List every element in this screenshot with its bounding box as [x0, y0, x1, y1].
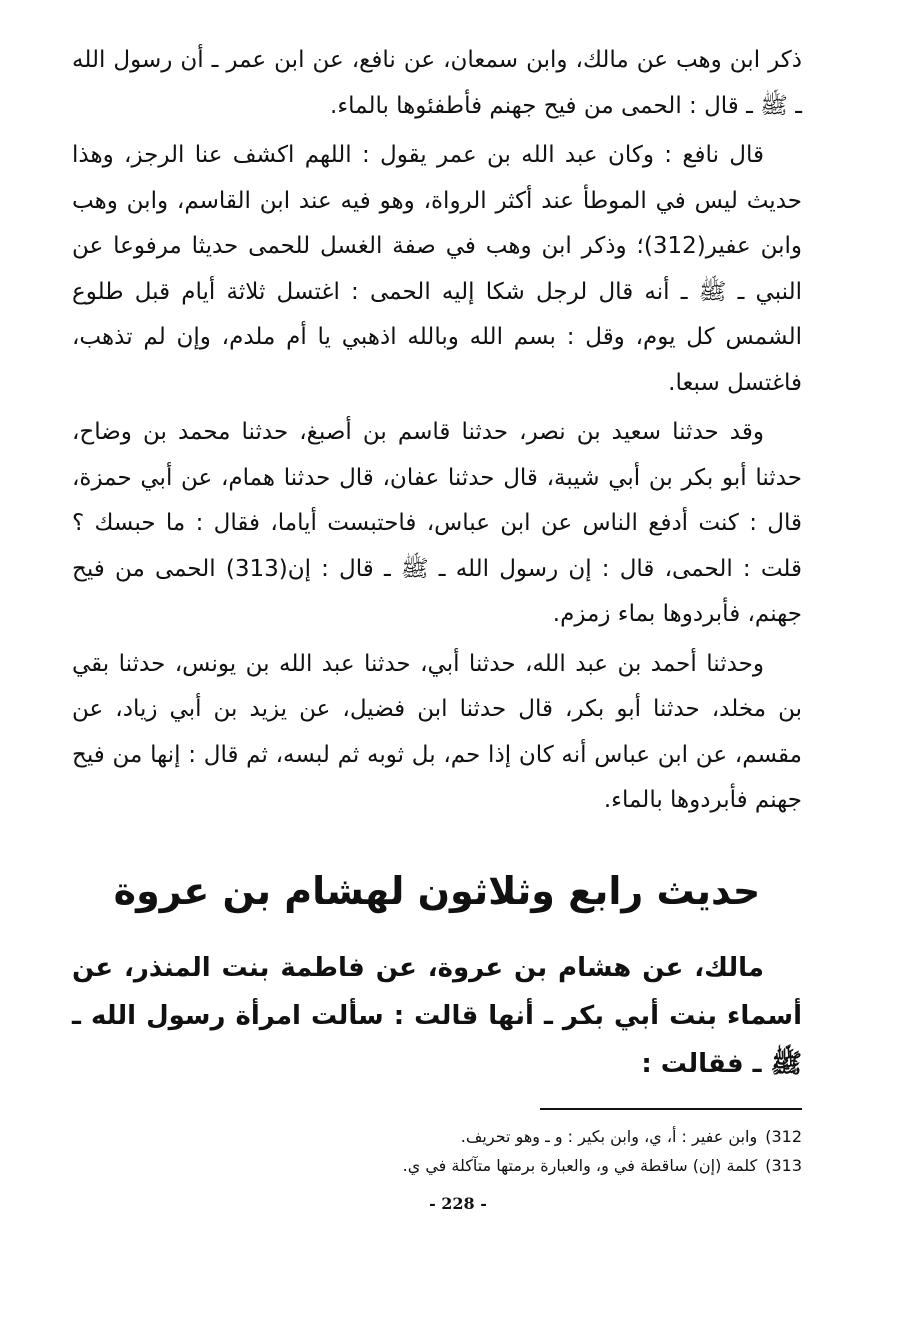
paragraph: ذكر ابن وهب عن مالك، وابن سمعان، عن نافع، عن ابن عمر ـ أن رسول الله ـ ﷺ ـ قال : الحمى من فيح جهنم فأطفئوها بالماء. [72, 47, 802, 119]
footnote [72, 1122, 802, 1151]
section-heading: حديث رابع وثلاثون لهشام بن عروة [113, 868, 761, 913]
page-number: - 228 - [429, 1194, 487, 1213]
footnote-divider [540, 1108, 802, 1110]
paragraph: وحدثنا أحمد بن عبد الله، حدثنا أبي، حدثنا عبد الله بن يونس، حدثنا بقي بن مخلد، حدثنا أبو بكر، قال حدثنا ابن فضيل، عن يزيد بن أبي زياد، عن مقسم، عن ابن عباس أنه كان إذا حم، بل ثوبه ثم لبسه، ثم قال : إنها من فيح جهنم فأبردوها بالماء. [72, 650, 802, 813]
footnote-number: 312) [765, 1126, 802, 1146]
page-body [72, 38, 802, 1180]
footnote-number: 313) [765, 1155, 802, 1175]
paragraph: قال نافع : وكان عبد الله بن عمر يقول : اللهم اكشف عنا الرجز، وهذا حديث ليس في الموطأ عند أكثر الرواة، وهو فيه عند ابن القاسم، وابن وهب وابن عفير(312)؛ وذكر ابن وهب في صفة الغسل للحمى حديثا مرفوعا عن النبي ـ ﷺ ـ أنه قال لرجل شكا إليه الحمى : اغتسل ثلاثة أيام قبل طلوع الشمس كل يوم، وقل : بسم الله وبالله اذهبي يا أم ملدم، وإن لم تذهب، فاغتسل سبعا. [72, 142, 802, 396]
footnote-text: كلمة (إن) ساقطة في و، والعبارة برمتها متآكلة في ي. [402, 1155, 758, 1175]
footnotes [72, 1122, 802, 1180]
paragraph: وقد حدثنا سعيد بن نصر، حدثنا قاسم بن أصبغ، حدثنا محمد بن وضاح، حدثنا أبو بكر بن أبي شيبة، قال حدثنا عفان، قال حدثنا همام، عن أبي حمزة، قال : كنت أدفع الناس عن ابن عباس، فاحتبست أياما، فقال : ما حبسك ؟ قلت : الحمى، قال : إن رسول الله ـ ﷺ ـ قال : إن(313) الحمى من فيح جهنم، فأبردوها بماء زمزم. [72, 419, 803, 627]
footnote-text: وابن عفير : أ، ي، وابن بكير : و ـ وهو تحريف. [460, 1126, 758, 1146]
lead-paragraph: مالك، عن هشام بن عروة، عن فاطمة بنت المنذر، عن أسماء بنت أبي بكر ـ أنها قالت : سألت امرأة رسول الله ـ ﷺ ـ فقالت : [72, 952, 802, 1079]
footnote [72, 1151, 802, 1180]
